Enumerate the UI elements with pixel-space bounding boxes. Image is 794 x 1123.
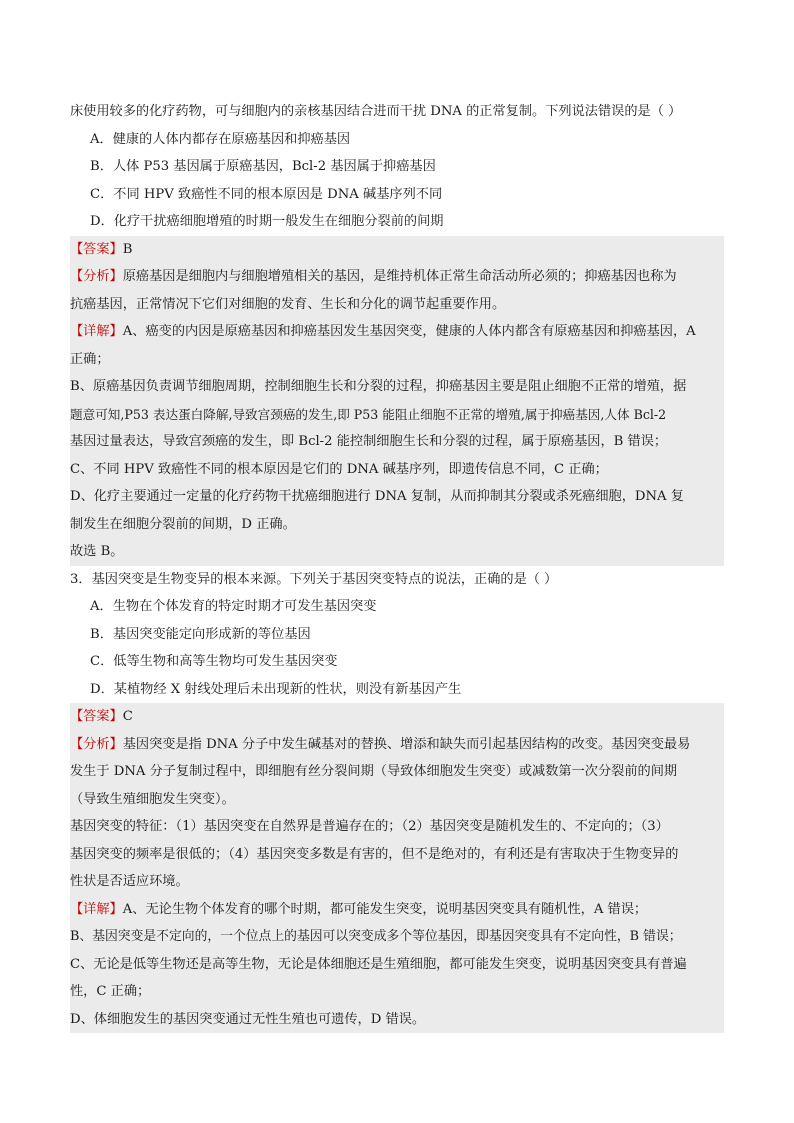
detail-tag: 【详解】 (70, 901, 123, 917)
q2-option-b: B．人体 P53 基因属于原癌基因，Bcl-2 基因属于抑癌基因 (90, 159, 436, 174)
q3-detail-line: C、无论是低等生物还是高等生物，无论是体细胞还是生殖细胞，都可能发生突变，说明基因突变具有普遍 (70, 956, 687, 972)
q3-detail-line: B、基因突变是不定向的，一个位点上的基因可以突变成多个等位基因，即基因突变具有不定向性，B 错误； (70, 929, 682, 944)
q2-detail-line: 基因过量表达，导致宫颈癌的发生，即 Bcl-2 能控制细胞生长和分裂的过程，属于原癌基因，B 错误； (70, 434, 668, 449)
answer-tag: 【答案】 (70, 241, 123, 257)
q2-option-d: D．化疗干扰癌细胞增殖的时期一般发生在细胞分裂前的间期 (90, 214, 444, 229)
q2-detail-line: 题意可知,P53 表达蛋白降解,导致宫颈癌的发生,即 P53 能阻止细胞不正常的增殖,属于抑癌基因,人体 Bcl-2 (70, 406, 667, 422)
q3-answer (70, 703, 724, 731)
answer-tag: 【答案】 (70, 709, 123, 724)
q3-analysis-line: 性状是否适应环境。 (70, 874, 189, 889)
q3-detail-line: 【详解】A、无论生物个体发育的哪个时期，都可能发生突变，说明基因突变具有随机性，A 错误； (70, 901, 648, 917)
document-page (70, 98, 724, 1033)
q3-detail-line: 性，C 正确； (70, 984, 151, 999)
answer-value: C (122, 709, 133, 724)
q2-answer (70, 236, 724, 264)
q3-analysis-line: 【分析】基因突变是指 DNA 分子中发生碱基对的替换、增添和缺失而引起基因结构的改变。基因突变最易 (70, 736, 691, 752)
q2-detail-line: 【详解】A、癌变的内因是原癌基因和抑癌基因发生基因突变，健康的人体内都含有原癌基因和抑癌基因，A (70, 324, 696, 339)
q2-detail-line: 正确； (70, 351, 110, 367)
q3-analysis-line: 发生于 DNA 分子复制过程中，即细胞有丝分裂间期（导致体细胞发生突变）或减数第一次分裂前的间期 (70, 764, 678, 779)
q3-detail-line: D、体细胞发生的基因突变通过无性生殖也可遗传，D 错误。 (70, 1011, 426, 1027)
answer-value: B (122, 241, 133, 257)
q2-detail-line: B、原癌基因负责调节细胞周期，控制细胞生长和分裂的过程，抑癌基因主要是阻止细胞不正常的增殖，据 (70, 379, 687, 394)
q2-analysis-line: 抗癌基因，正常情况下它们对细胞的发育、生长和分化的调节起重要作用。 (70, 296, 506, 312)
q2-conclusion: 故选 B。 (70, 544, 124, 559)
q2-solution-block (70, 236, 724, 566)
q2-detail-line: D、化疗主要通过一定量的化疗药物干扰癌细胞进行 DNA 复制，从而抑制其分裂或杀死癌细胞，DNA 复 (70, 489, 684, 504)
q2-detail-line: C、不同 HPV 致癌性不同的根本原因是它们的 DNA 碱基序列，即遗传信息不同，C 正确； (70, 461, 608, 477)
q2-option-c: C．不同 HPV 致癌性不同的根本原因是 DNA 碱基序列不同 (90, 186, 443, 202)
q3-analysis-line: （导致生殖细胞发生突变）。 (70, 791, 235, 807)
q2-detail-line: 制发生在细胞分裂前的间期，D 正确。 (70, 516, 296, 532)
analysis-tag: 【分析】 (70, 736, 123, 752)
q2-option-a: A．健康的人体内都存在原癌基因和抑癌基因 (90, 131, 351, 147)
q3-option-d: D．某植物经 X 射线处理后未出现新的性状，则没有新基因产生 (90, 681, 462, 697)
question-2-stem: 床使用较多的化疗药物，可与细胞内的亲核基因结合进而干扰 DNA 的正常复制。下列说法错误的是（ ） (70, 104, 682, 119)
q3-solution-block (70, 703, 724, 1033)
q3-option-b: B．基因突变能定向形成新的等位基因 (90, 626, 311, 642)
q2-analysis-line: 【分析】原癌基因是细胞内与细胞增殖相关的基因，是维持机体正常生命活动所必须的；抑癌基因也称为 (70, 269, 677, 284)
analysis-tag: 【分析】 (70, 269, 123, 284)
detail-tag: 【详解】 (70, 324, 123, 339)
q3-option-c: C．低等生物和高等生物均可发生基因突变 (90, 654, 338, 669)
q3-analysis-line: 基因突变的频率是很低的；（4）基因突变多数是有害的，但不是绝对的，有利还是有害取决于生物变异的 (70, 846, 679, 862)
q3-analysis-line: 基因突变的特征：（1）基因突变在自然界是普遍存在的；（2）基因突变是随机发生的、不定向的；（3） (70, 819, 669, 834)
question-3-stem: 3．基因突变是生物变异的根本来源。下列关于基因突变特点的说法，正确的是（ ） (70, 571, 558, 587)
q3-option-a: A．生物在个体发育的特定时期才可发生基因突变 (90, 599, 377, 614)
